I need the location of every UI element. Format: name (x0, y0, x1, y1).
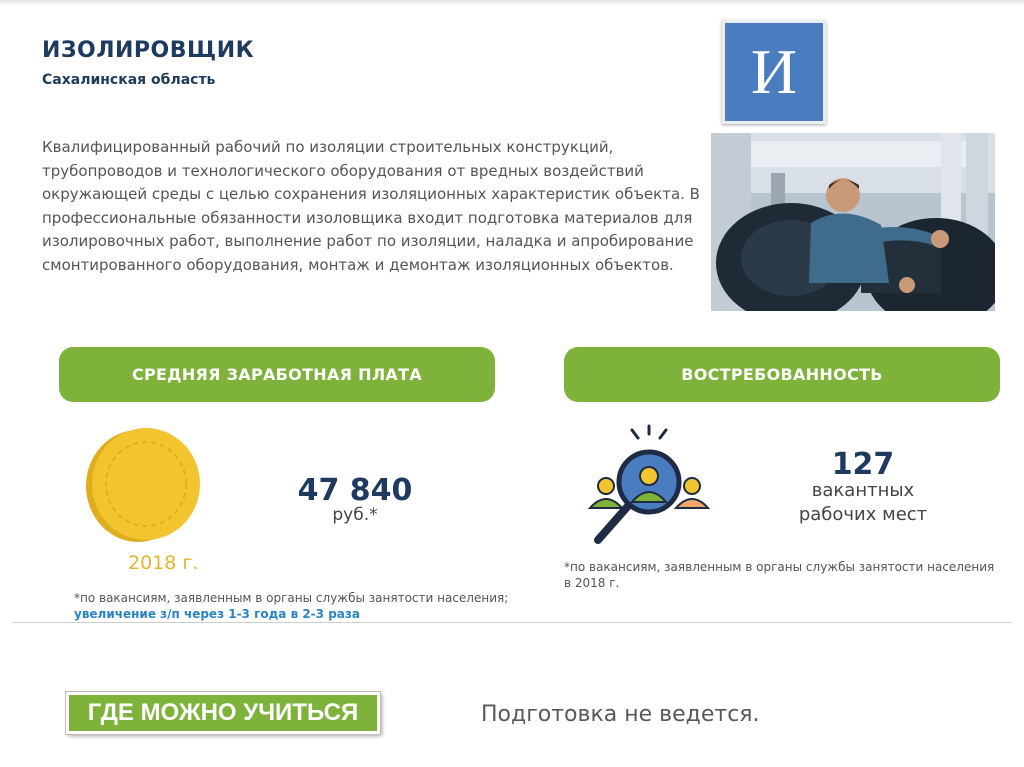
region-subtitle: Сахалинская область (42, 72, 216, 88)
salary-note (74, 590, 508, 622)
study-answer: Подготовка не ведется. (481, 702, 760, 727)
people-search-icon (586, 424, 716, 555)
coin-icon (82, 426, 206, 551)
salary-heading: СРЕДНЯЯ ЗАРАБОТНАЯ ПЛАТА (59, 347, 495, 402)
salary-note-text: *по вакансиям, заявленным в органы службы занятости населения; (74, 591, 509, 605)
profession-description: Квалифицированный рабочий по изоляции строительных конструкций, трубопроводов и технологического оборудования от вредных воздействий окружающей среды с целью сохранения изоляционных характеристик объекта. В профессиональные обязанности изоловщика входит подготовка материалов для изолировочных работ, выполнение работ по изоляции, наладка и апробирование смонтированного оборудования, монтаж и демонтаж изоляционных объектов. (42, 138, 700, 274)
vacancies-label (780, 479, 946, 527)
salary-year: 2018 г. (128, 552, 199, 574)
demand-note: *по вакансиям, заявленным в органы службы занятости населения в 2018 г. (564, 560, 995, 590)
vacancies-count: 127 (831, 447, 895, 482)
page-title: ИЗОЛИРОВЩИК (42, 38, 255, 63)
demand-heading: ВОСТРЕБОВАННОСТЬ (564, 347, 1000, 402)
where-to-study-button[interactable]: ГДЕ МОЖНО УЧИТЬСЯ (66, 692, 380, 734)
top-strip (0, 0, 1024, 6)
worker-photo (711, 133, 995, 311)
salary-unit: руб.* (332, 505, 378, 525)
salary-value: 47 840 (297, 473, 413, 508)
section-divider (12, 622, 1012, 623)
vacancies-label-line1: вакантных (811, 480, 915, 501)
worker-photo-illustration (711, 133, 995, 311)
letter-badge (722, 20, 826, 124)
salary-note-accent: увеличение з/п через 1-3 года в 2-3 раза (74, 607, 360, 621)
vacancies-label-line2: рабочих мест (798, 504, 928, 525)
letter-badge-text: И (750, 36, 798, 107)
